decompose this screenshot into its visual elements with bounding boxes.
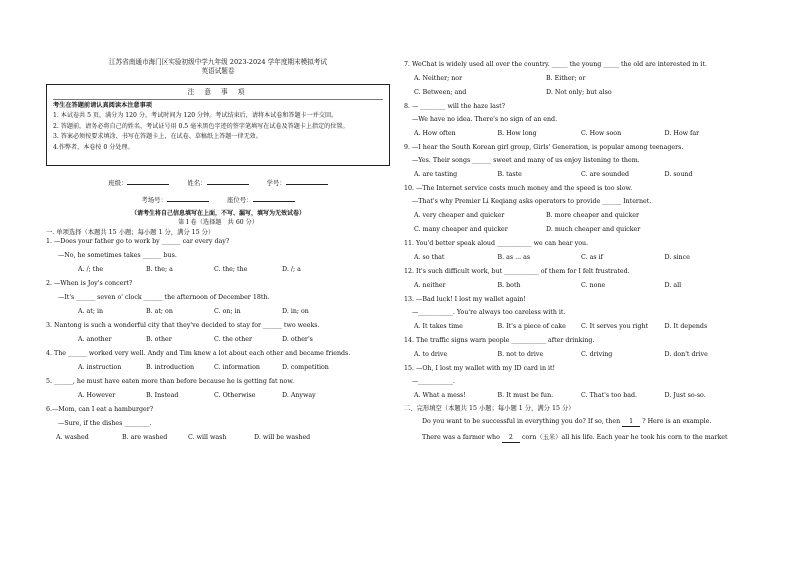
question-item <box>404 337 748 359</box>
part-one-heading: 第 I 卷（选择题 共 60 分） <box>177 218 259 226</box>
option-b[interactable]: B. How long <box>497 130 537 137</box>
cloze-text-1b: ? Here is an example. <box>642 418 712 426</box>
option-row <box>46 364 390 372</box>
question-item <box>46 280 390 316</box>
cloze-gap-2[interactable]: 2 <box>502 433 520 443</box>
option-d[interactable]: D. Anyway <box>282 392 316 400</box>
question-item <box>46 322 390 344</box>
option-b[interactable]: B. other <box>146 336 172 344</box>
option-a[interactable]: A. washed <box>56 434 89 442</box>
question-stem: 1. —Does your father go to work by ______ car every day? <box>46 238 230 246</box>
option-row <box>46 392 390 400</box>
exam-room-blank[interactable] <box>167 195 209 202</box>
question-item <box>404 185 748 234</box>
cloze-line-2 <box>404 433 748 443</box>
option-a[interactable]: A. It takes time <box>414 323 463 330</box>
question-sub: —Sure, if the dishes ________. <box>58 420 152 428</box>
notice-box <box>46 84 390 166</box>
option-a[interactable]: A. instruction <box>78 364 122 372</box>
option-b[interactable]: B. both <box>497 282 521 289</box>
name-blank[interactable] <box>207 178 249 185</box>
left-question-list <box>46 238 390 442</box>
option-a[interactable]: A. to drive <box>414 351 448 358</box>
question-stem: 10. —The Internet service costs much money and the speed is too slow. <box>404 185 633 192</box>
option-c[interactable]: C. Otherwise <box>214 392 256 400</box>
question-stem: 2. —When is Joy's concert? <box>46 280 133 288</box>
notice-intro: 考生在答题前请认真阅读本注意事项 <box>53 101 152 109</box>
notice-item-4: 4.作弊者，本卷按 0 分处理。 <box>53 143 134 151</box>
option-b[interactable]: B. Either; or <box>546 75 586 82</box>
option-d[interactable]: D. Just so-so. <box>664 392 706 399</box>
class-blank[interactable] <box>127 178 169 185</box>
option-row <box>404 89 748 97</box>
question-stem: 12. It's such difficult work, but ___________ of them for I felt frustrated. <box>404 268 630 275</box>
option-row <box>404 392 748 400</box>
option-a[interactable]: A. so that <box>414 254 445 261</box>
seat-label: 座位号： <box>227 196 253 205</box>
name-label: 姓名： <box>187 179 207 187</box>
left-column <box>46 58 390 442</box>
option-a[interactable]: A. What a mess! <box>414 392 466 399</box>
option-a[interactable]: A. Neither; nor <box>414 75 463 82</box>
option-b[interactable]: B. introduction <box>146 364 195 372</box>
question-item <box>404 103 748 138</box>
option-row <box>404 171 748 179</box>
info-warning: （请考生将自己信息填写在上面，不写、漏写，填写为无效试卷） <box>130 209 305 217</box>
option-row <box>404 282 748 290</box>
id-label: 学号： <box>266 179 286 187</box>
option-row <box>404 226 748 234</box>
question-sub: —Yes. Their songs ______ sweet and many of us enjoy listening to them. <box>412 157 640 164</box>
question-stem: 9. —I hear the South Korean girl group, Girls' Generation, is popular among teenagers. <box>404 144 684 151</box>
option-c[interactable]: C. the; the <box>214 266 248 274</box>
right-column <box>404 58 748 443</box>
option-row <box>46 434 390 442</box>
option-c[interactable]: C. How soon <box>581 130 622 137</box>
option-c[interactable]: C. are sounded <box>581 171 630 178</box>
option-c[interactable]: C. as if <box>581 254 603 261</box>
question-sub: —No, he sometimes takes ______ bus. <box>58 252 177 260</box>
notice-item-2: 2. 答题前，请务必将自己的姓名、考试证号用 0.5 毫米黑色字迹的签字笔填写在试卷及答题卡上指定的位置。 <box>53 122 349 130</box>
option-d[interactable]: D. all <box>664 282 682 289</box>
option-d[interactable]: D. since <box>664 254 690 261</box>
option-b[interactable]: B. It must be fun. <box>497 392 554 399</box>
option-b[interactable]: B. It's a piece of cake <box>497 323 566 330</box>
notice-item-3: 3. 答案必须按要求填涂、书写在答题卡上，在试卷、草稿纸上答题一律无效。 <box>53 133 262 141</box>
question-sub: —___________. <box>412 378 455 385</box>
question-item <box>46 378 390 400</box>
option-c[interactable]: C. Between; and <box>414 89 467 96</box>
cloze-text-2b: corn（玉米）all his life. Each year he took his corn to the market <box>521 434 728 442</box>
cloze-text-1a: Do you want to be successful in everything you do? If so, then <box>422 418 621 426</box>
cloze-gap-1[interactable]: 1 <box>622 417 640 427</box>
option-d[interactable]: D. How far <box>664 130 700 137</box>
question-sub: —It's ______ seven o' clock ______ the afternoon of December 18th. <box>58 294 270 302</box>
cloze-text-2a: There was a farmer who <box>422 434 500 442</box>
option-a[interactable]: A. /; the <box>78 266 104 274</box>
right-question-list <box>404 61 748 400</box>
option-d[interactable]: D. competition <box>282 364 329 372</box>
option-a[interactable]: A. another <box>78 336 112 344</box>
question-item <box>46 238 390 274</box>
option-row <box>404 351 748 359</box>
option-c[interactable]: C. many cheaper and quicker <box>414 226 508 233</box>
option-a[interactable]: A. How often <box>414 130 456 137</box>
option-d[interactable]: D. Not only; but also <box>546 89 612 96</box>
option-b[interactable]: B. taste <box>497 171 522 178</box>
option-c[interactable]: C. will wash <box>188 434 227 442</box>
option-c[interactable]: C. none <box>581 282 606 289</box>
option-b[interactable]: B. as ... as <box>497 254 531 261</box>
option-d[interactable]: D. don't drive <box>664 351 708 358</box>
question-stem: 4. The ______ worked very well. Andy and Tim knew a lot about each other and became friends. <box>46 350 351 358</box>
option-row <box>46 266 390 274</box>
option-a[interactable]: A. neither <box>414 282 446 289</box>
option-row <box>404 323 748 331</box>
option-row <box>404 75 748 83</box>
option-a[interactable]: A. However <box>78 392 116 400</box>
option-d[interactable]: D. other's <box>282 336 313 344</box>
question-stem: 5. ______, he must have eaten more than before because he is getting fat now. <box>46 378 294 386</box>
notice-item-1: 1. 本试卷共 5 页，满分为 120 分，考试时间为 120 分钟。考试结束后，请将本试卷和答题卡一并交回。 <box>53 112 338 120</box>
option-d[interactable]: D. /; a <box>282 266 301 274</box>
section-2-title: 二、完形填空（本题共 15 小题；每小题 1 分，满分 15 分） <box>404 405 575 412</box>
question-stem: 8. — ________ will the haze last? <box>404 103 506 110</box>
title-line-1: 江苏省南通市海门区实验初级中学九年级 2023-2024 学年度期末模拟考试 <box>108 58 327 66</box>
question-item <box>404 144 748 179</box>
cloze-line-1 <box>404 417 748 427</box>
option-b[interactable]: B. not to drive <box>497 351 544 358</box>
option-c[interactable]: C. driving <box>581 351 613 358</box>
question-stem: 6.—Mom, can I eat a hamburger? <box>46 406 154 414</box>
option-d[interactable]: D. will be washed <box>254 434 311 442</box>
question-sub: —That's why Premier Li Keqiang asks operators to provide ______ Internet. <box>412 198 652 205</box>
option-c[interactable]: C. That's too bad. <box>581 392 638 399</box>
question-stem: 7. WeChat is widely used all over the country. _____ the young _____ the old are interested in it. <box>404 61 707 68</box>
option-c[interactable]: C. information <box>214 364 260 372</box>
question-stem: 11. You'd better speak aloud ___________ we can hear you. <box>404 240 589 247</box>
option-c[interactable]: C. It serves you right <box>581 323 649 330</box>
question-item <box>404 240 748 262</box>
exam-title <box>46 58 390 76</box>
section-1-title: 一. 单项选择（本题共 15 小题；每小题 1 分，满分 15 分） <box>46 229 215 237</box>
option-row <box>404 254 748 262</box>
class-label: 班级： <box>108 179 128 187</box>
id-blank[interactable] <box>286 178 328 185</box>
question-sub: —We have no idea. There's no sign of an end. <box>412 116 558 123</box>
option-row <box>46 336 390 344</box>
exam-room-label: 考场号： <box>141 196 167 205</box>
question-item <box>46 406 390 442</box>
option-d[interactable]: D. in; on <box>282 308 309 316</box>
option-row <box>46 308 390 316</box>
question-item <box>404 61 748 97</box>
question-sub: —___________. You're always too careless with it. <box>412 309 566 316</box>
option-b[interactable]: B. the; a <box>146 266 173 274</box>
question-item <box>404 268 748 290</box>
option-a[interactable]: A. at; in <box>78 308 104 316</box>
question-stem: 3. Nantong is such a wonderful city that they've decided to stay for ______ two weeks. <box>46 322 320 330</box>
option-row <box>404 212 748 220</box>
question-stem: 15. —Oh, I lost my wallet with my ID card in it! <box>404 365 556 372</box>
question-item <box>404 296 748 331</box>
question-item <box>46 350 390 372</box>
option-d[interactable]: D. It depends <box>664 323 708 330</box>
title-line-2: 英语试题卷 <box>201 67 235 75</box>
option-d[interactable]: D. sound <box>664 171 693 178</box>
student-info-fields <box>46 178 390 204</box>
option-b[interactable]: B. at; on <box>146 308 173 316</box>
question-stem: 14. The traffic signs warn people ___________ after drinking. <box>404 337 595 344</box>
notice-heading: 注 意 事 项 <box>53 89 383 100</box>
option-b[interactable]: B. Instead <box>146 392 179 400</box>
question-stem: 13. —Bad luck! I lost my wallet again! <box>404 296 526 303</box>
question-item <box>404 365 748 400</box>
seat-blank[interactable] <box>253 195 295 202</box>
option-c[interactable]: C. the other <box>214 336 253 344</box>
option-row <box>404 130 748 138</box>
option-b[interactable]: B. are washed <box>122 434 168 442</box>
option-a[interactable]: A. are tasting <box>414 171 458 178</box>
option-d[interactable]: D. much cheaper and quicker <box>546 226 641 233</box>
option-b[interactable]: B. more cheaper and quicker <box>546 212 639 219</box>
option-c[interactable]: C. on; in <box>214 308 241 316</box>
option-a[interactable]: A. very cheaper and quicker <box>414 212 505 219</box>
